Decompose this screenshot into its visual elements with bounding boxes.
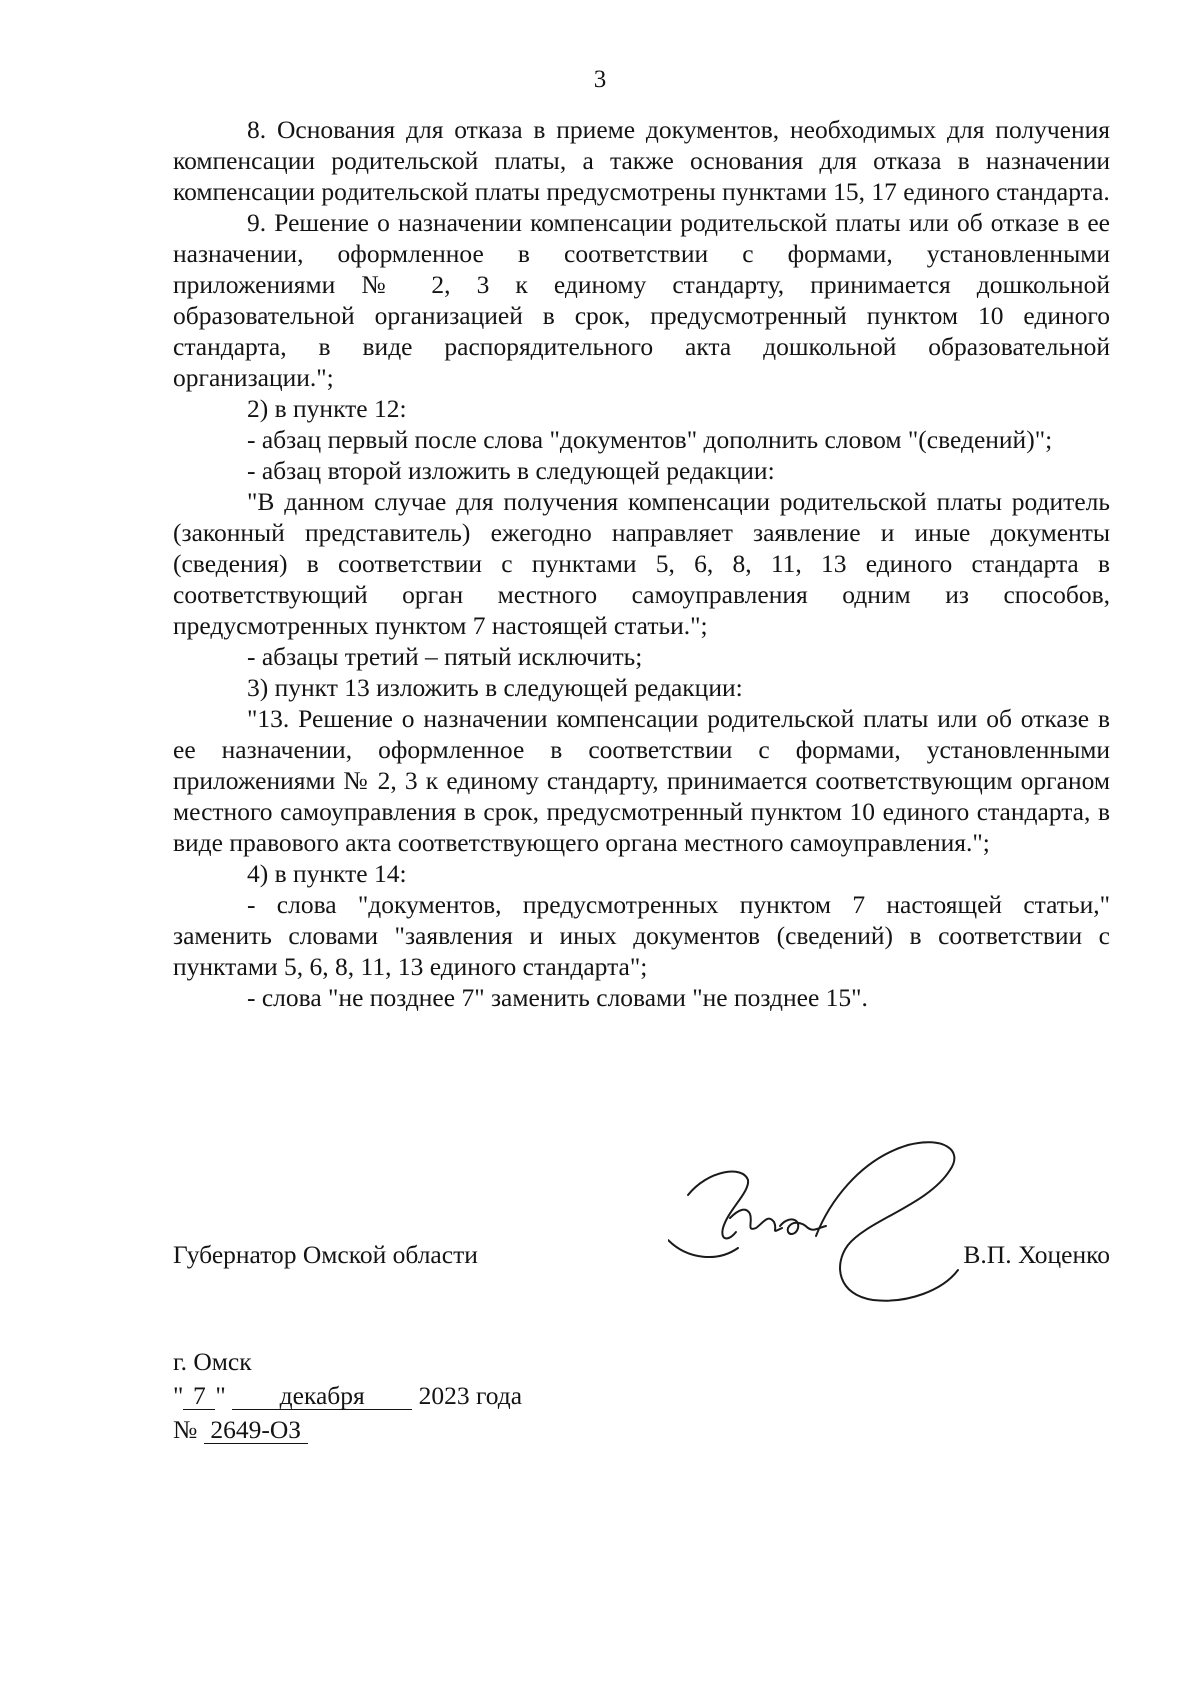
document-number [173, 1413, 522, 1447]
date-year: 2023 года [418, 1381, 523, 1410]
quote-close: " [215, 1381, 226, 1410]
paragraph: - слова "документов, предусмотренных пунктом 7 настоящей статьи," заменить словами "заявления и иных документов (сведений) в соответствии с пунктами 5, 6, 8, 11, 13 единого стандарта"; [173, 890, 1110, 981]
paragraph: 3) пункт 13 изложить в следующей редакции: [247, 673, 743, 702]
quote-open: " [173, 1381, 184, 1410]
signatory-name: В.П. Хоценко [963, 1240, 1110, 1269]
signatory-title: Губернатор Омской области [173, 1240, 478, 1269]
number-value: 2649-ОЗ [204, 1417, 308, 1444]
signature-block [173, 1230, 1110, 1300]
paragraph: - абзацы третий – пятый исключить; [247, 642, 643, 671]
date-month: декабря [232, 1383, 412, 1410]
number-symbol: № [173, 1415, 198, 1444]
paragraph: 9. Решение о назначении компенсации родительской платы или об отказе в ее назначении, оформленное в соответствии с формами, установленными приложениями № 2, 3 к единому стандарту, принимается дошкольной образовательной организацией в срок, предусмотренный пунктом 10 единого стандарта, в виде распорядительного акта дошкольной образовательной организации."; [173, 208, 1110, 392]
document-body [173, 114, 1110, 1013]
paragraph: 2) в пункте 12: [247, 394, 407, 423]
paragraph: "В данном случае для получения компенсации родительской платы родитель (законный представитель) ежегодно направляет заявление и иные документы (сведения) в соответствии с пунктами 5, 6, 8, 11, 13 единого стандарта в соответствующий орган местного самоуправления одним из способов, предусмотренных пунктом 7 настоящей статьи."; [173, 487, 1110, 640]
date-line [173, 1379, 522, 1413]
place: г. Омск [173, 1347, 252, 1376]
paragraph: 8. Основания для отказа в приеме документов, необходимых для получения компенсации родительской платы, а также основания для отказа в назначении компенсации родительской платы предусмотрены пунктами 15, 17 единого стандарта. [173, 115, 1110, 206]
paragraph: - абзац второй изложить в следующей редакции: [247, 456, 775, 485]
paragraph: "13. Решение о назначении компенсации родительской платы или об отказе в ее назначении, оформленное в соответствии с формами, установленными приложениями № 2, 3 к единому стандарту, принимается соответствующим органом местного самоуправления в срок, предусмотренный пунктом 10 единого стандарта, в виде правового акта соответствующего органа местного самоуправления."; [173, 704, 1110, 857]
paragraph: 4) в пункте 14: [247, 859, 407, 888]
handwritten-signature [668, 1110, 968, 1310]
date-day: 7 [183, 1383, 215, 1410]
paragraph: - абзац первый после слова "документов" дополнить словом "(сведений)"; [247, 425, 1053, 454]
page-number: 3 [593, 66, 607, 93]
place-date-block [173, 1345, 522, 1447]
paragraph: - слова "не позднее 7" заменить словами "не позднее 15". [247, 983, 868, 1012]
